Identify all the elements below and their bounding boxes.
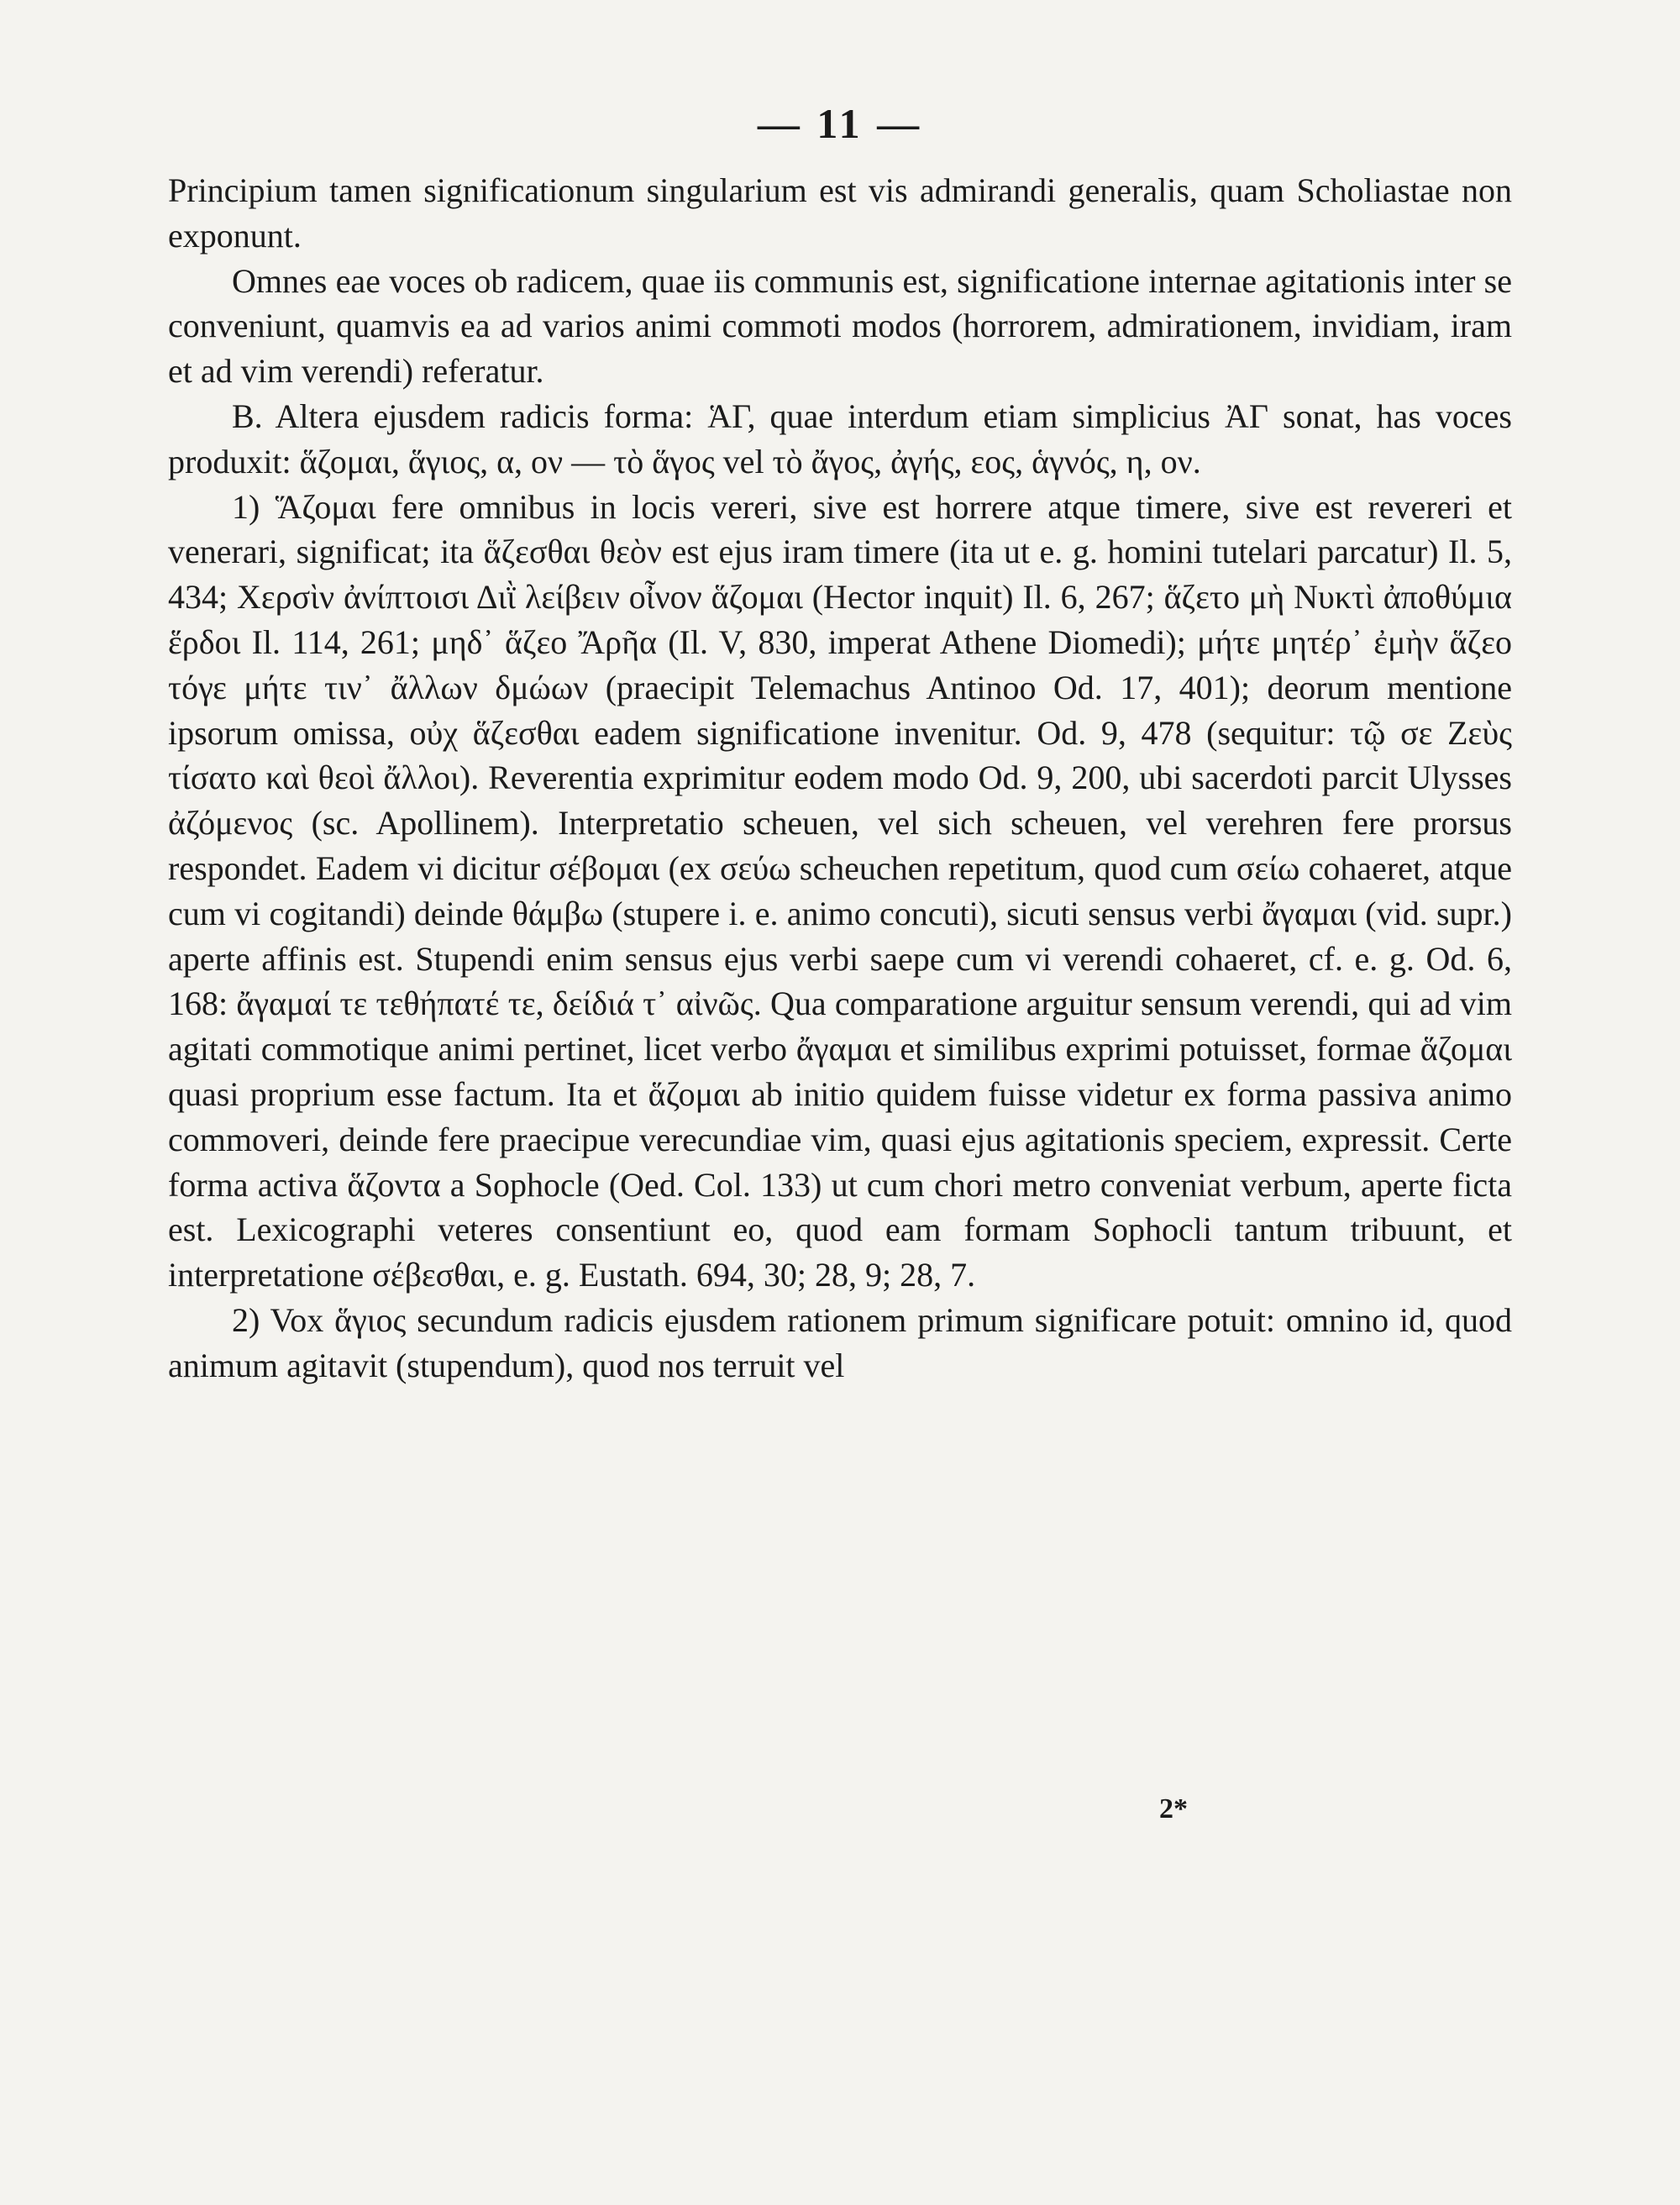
paragraph-1: Principium tamen significationum singularium est vis admirandi generalis, quam Scholiastae non exponunt. bbox=[168, 171, 1512, 255]
body-text bbox=[168, 168, 1512, 1389]
paragraph-2: Omnes eae voces ob radicem, quae iis communis est, significatione internae agitationis inter se conveniunt, quamvis ea ad varios animi commoti modos (horrorem, admirationem, invidiam, iram et ad vim verendi) referatur. bbox=[168, 261, 1512, 391]
paragraph-3: B. Altera ejusdem radicis forma: ἉΓ, quae interdum etiam simplicius ἈΓ sonat, has voces produxit: ἅζομαι, ἅγιος, α, ον — τὸ ἅγος vel τὸ ἄγος, ἀγής, εος, ἁγνός, η, ον. bbox=[168, 396, 1512, 480]
paragraph-5: 2) Vox ἅγιος secundum radicis ejusdem rationem primum significare potuit: omnino id, quod animum agitavit (stupendum), quod nos terruit vel bbox=[168, 1300, 1512, 1384]
page-number: — 11 — bbox=[757, 100, 923, 147]
paragraph-4: 1) Ἅζομαι fere omnibus in locis vereri, sive est horrere atque timere, sive est revereri et venerari, significat; ita ἅζεσθαι θεὸν est ejus iram timere (ita ut e. g. homini tutelari parcatur) Il. 5, 434; Χερσὶν ἀνίπτοισι Διῒ λείβειν οἶνον ἅζομαι (Hector inquit) Il. 6, 267; ἅζετο μὴ Νυκτὶ ἀποθύμια ἕρδοι Il. 114, 261; μηδ᾽ ἅζεο Ἄρῆα (Il. V, 830, imperat Athene Diomedi); μήτε μητέρ᾽ ἐμὴν ἅζεο τόγε μήτε τιν᾽ ἄλλων δμώων (praecipit Telemachus Antinoo Od. 17, 401); deorum mentione ipsorum omissa, οὐχ ἅζεσθαι eadem significatione invenitur. Od. 9, 478 (sequitur: τῷ σε Ζεὺς τίσατο καὶ θεοὶ ἄλλοι). Reverentia exprimitur eodem modo Od. 9, 200, ubi sacerdoti parcit Ulysses ἀζόμενος (sc. Apollinem). Interpretatio scheuen, vel sich scheuen, vel verehren fere prorsus respondet. Eadem vi dicitur σέβομαι (ex σεύω scheuchen repetitum, quod cum σείω cohaeret, atque cum vi cogitandi) deinde θάμβω (stupere i. e. animo concuti), sicuti sensus verbi ἄγαμαι (vid. supr.) aperte affinis est. Stupendi enim sensus ejus verbi saepe cum vi verendi cohaeret, cf. e. g. Od. 6, 168: ἄγαμαί τε τεθήπατέ τε, δείδιά τ᾽ αἰνῶς. Qua comparatione arguitur sensum verendi, qui ad vim agitati commotique animi pertinet, licet verbo ἄγαμαι et similibus exprimi potuisset, formae ἅζομαι quasi proprium esse factum. Ita et ἅζομαι ab initio quidem fuisse videtur ex forma passiva animo commoveri, deinde fere praecipue verecundiae vim, quasi ejus agitationis speciem, expressit. Certe forma activa ἅζοντα a Sophocle (Oed. Col. 133) ut cum chori metro conveniat verbum, aperte ficta est. Lexicographi veteres consentiunt eo, quod eam formam Sophocli tantum tribuunt, et interpretatione σέβεσθαι, e. g. Eustath. 694, 30; 28, 9; 28, 7. bbox=[168, 487, 1512, 1294]
signature-mark: 2* bbox=[1159, 1793, 1188, 1824]
